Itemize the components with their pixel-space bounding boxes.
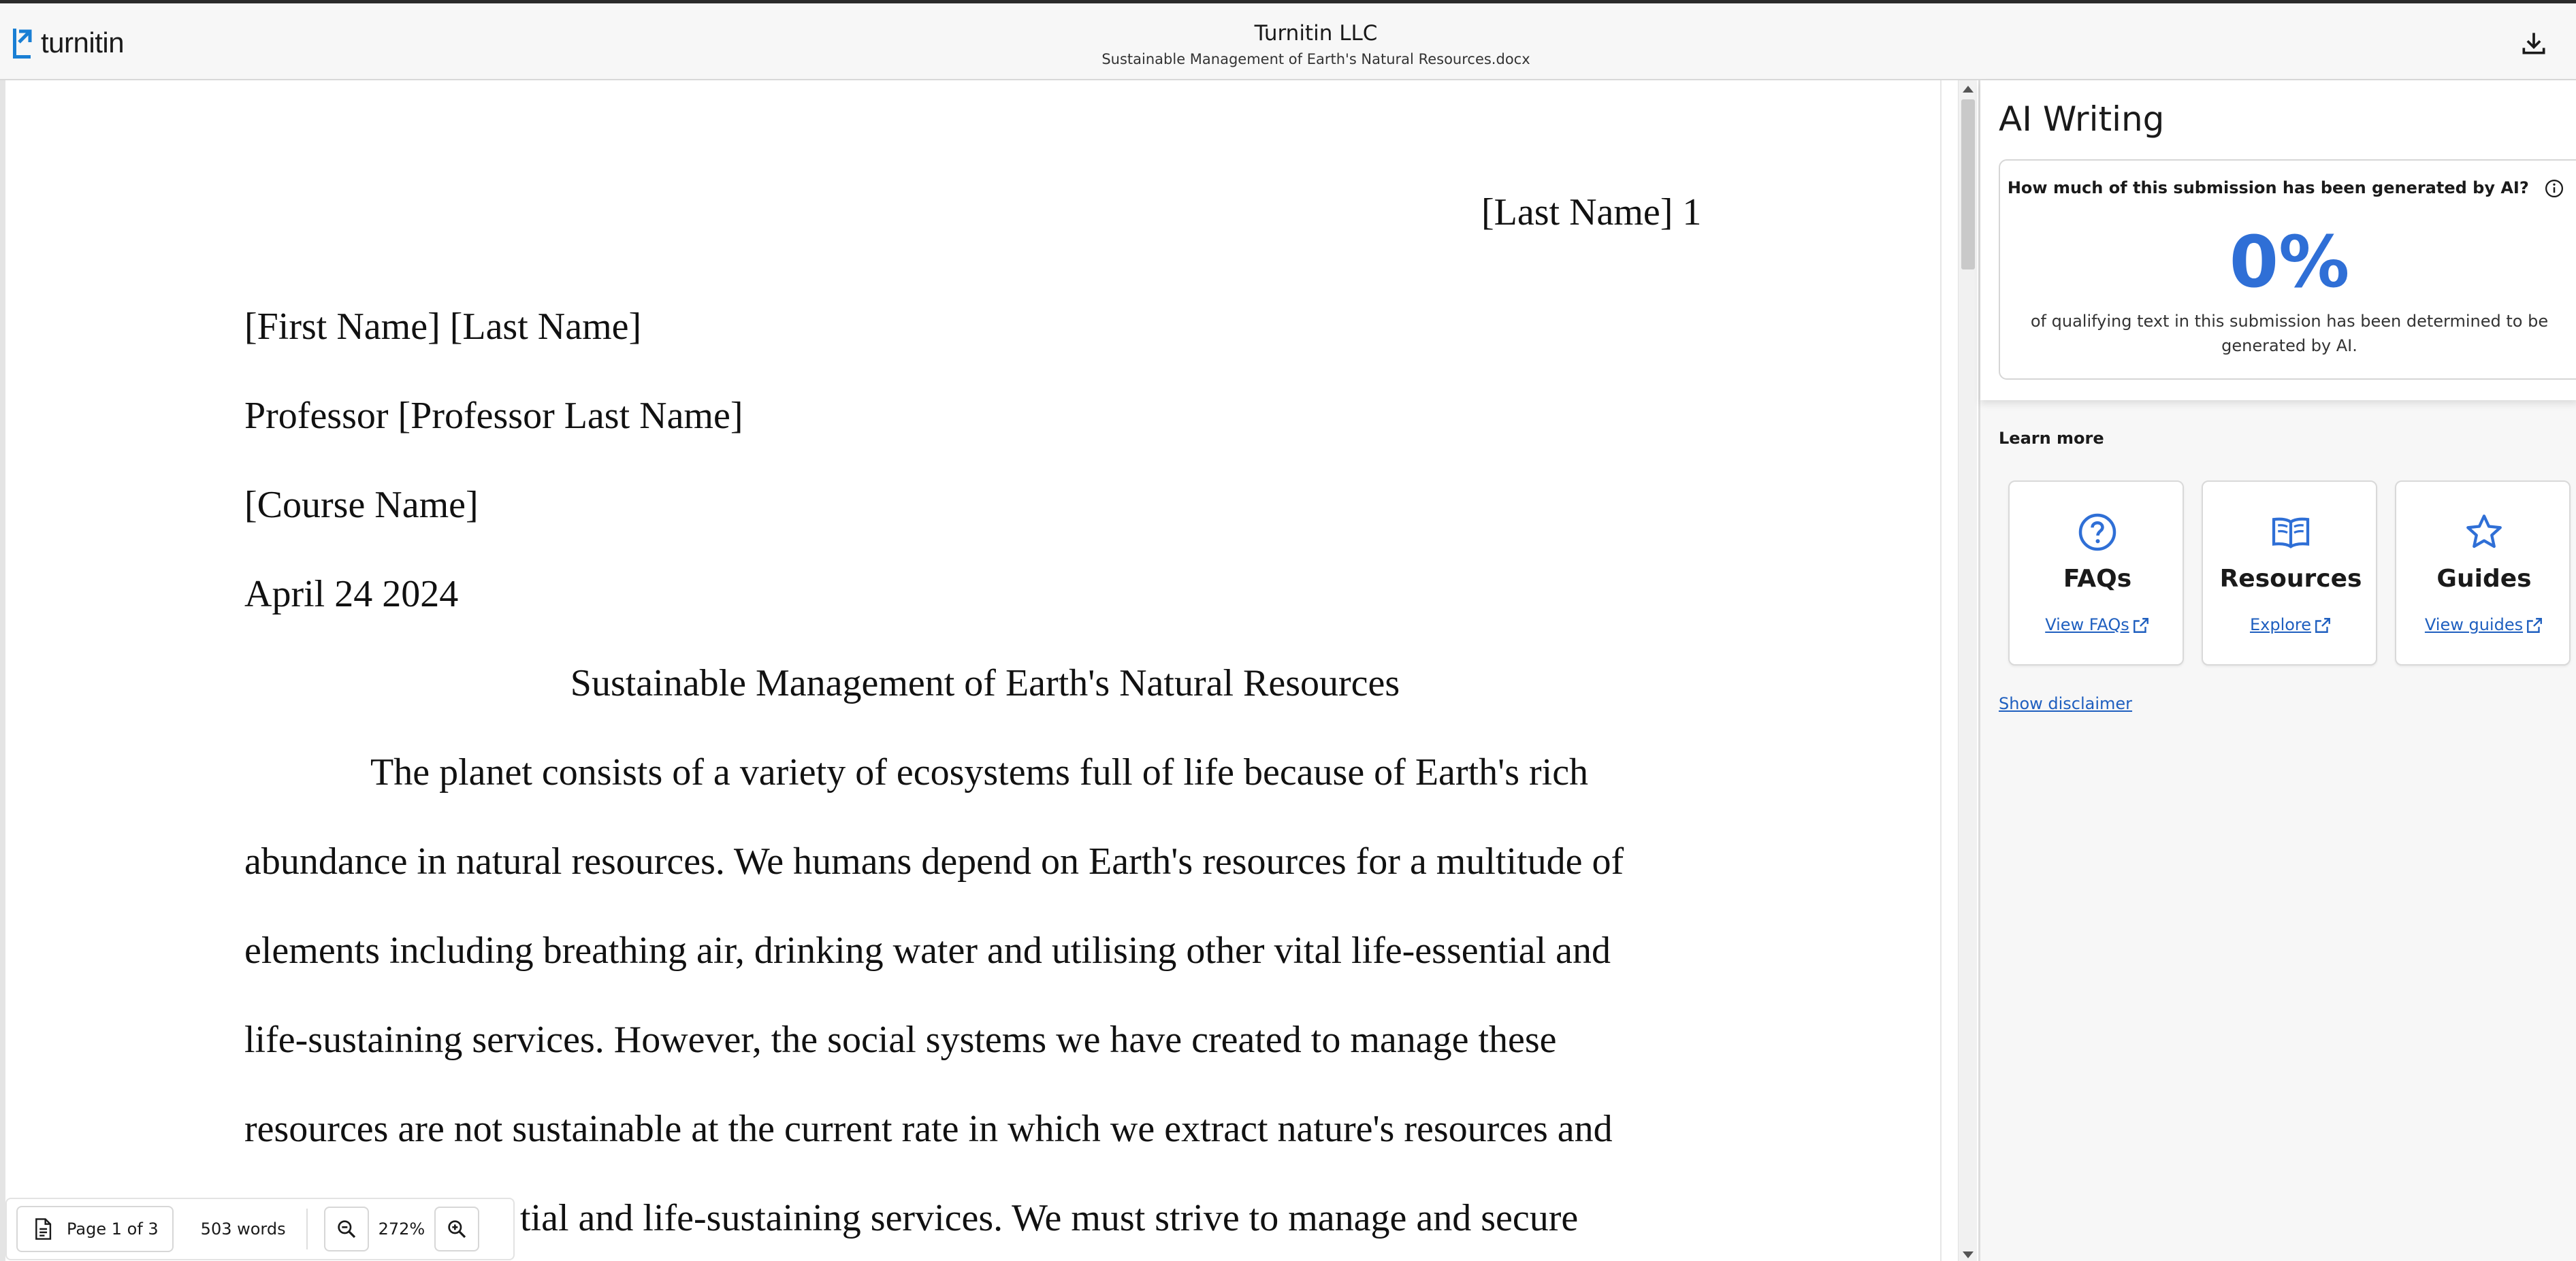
page-header: [Last Name] 1: [1481, 191, 1702, 233]
zoom-out-button[interactable]: [324, 1207, 369, 1251]
paragraph-line: elements including breathing air, drinking water and utilising other vital life-essential and: [244, 930, 1611, 972]
paragraph-line: resources are not sustainable at the current rate in which we extract nature's resources and: [244, 1108, 1613, 1150]
external-link-icon: [2314, 617, 2332, 634]
page-indicator: Page 1 of 3: [67, 1219, 159, 1239]
explore-link-label: Explore: [2249, 615, 2312, 634]
zoom-level: 272%: [378, 1219, 425, 1239]
zoom-in-icon: [446, 1218, 468, 1240]
page-title: Turnitin LLC: [1254, 21, 1378, 46]
essay-title: Sustainable Management of Earth's Natural Resources: [570, 662, 1400, 704]
learn-more-label: Learn more: [1999, 429, 2104, 448]
course-name: [Course Name]: [244, 484, 479, 526]
ai-score-card: [1999, 159, 2576, 380]
ai-question: [2000, 178, 2572, 199]
download-icon: [2519, 28, 2549, 58]
guides-card[interactable]: [2395, 480, 2571, 666]
word-count: 503 words: [200, 1219, 286, 1239]
panel-heading: AI Writing: [1999, 99, 2165, 139]
paragraph-line: The planet consists of a variety of ecosystems full of life because of Earth's rich: [370, 751, 1589, 793]
document-header: [817, 18, 1815, 70]
faqs-card[interactable]: [2008, 480, 2184, 666]
download-button[interactable]: [2519, 28, 2549, 58]
logo-text: turnitin: [41, 27, 125, 59]
scroll-thumb[interactable]: [1961, 99, 1975, 269]
document-icon: [33, 1217, 53, 1241]
view-guides-link-label: View guides: [2424, 615, 2524, 634]
scroll-up-arrow-icon[interactable]: [1963, 86, 1974, 93]
view-faqs-link[interactable]: [2010, 615, 2185, 634]
file-name: Sustainable Management of Earth's Natural Resources.docx: [1101, 51, 1530, 67]
turnitin-logo[interactable]: [12, 22, 124, 63]
view-faqs-link-label: View FAQs: [2045, 615, 2129, 634]
guides-title: Guides: [2436, 565, 2532, 593]
document-toolbar: [5, 1198, 515, 1260]
paragraph-line: life-sustaining services. However, the social systems we have created to manage these: [244, 1019, 1557, 1061]
turnitin-logo-icon: [12, 26, 34, 60]
paragraph-line: tial and life-sustaining services. We must strive to manage and secure: [520, 1197, 1579, 1239]
open-book-icon: [2270, 512, 2311, 553]
external-link-icon: [2132, 617, 2150, 634]
ai-question-text: How much of this submission has been generated by AI?: [2007, 178, 2529, 197]
document-viewer[interactable]: [0, 80, 1980, 1261]
paragraph-line: abundance in natural resources. We humans depend on Earth's resources for a multitude of: [244, 840, 1624, 883]
show-disclaimer-link[interactable]: Show disclaimer: [1999, 694, 2133, 713]
ai-writing-summary: [1980, 80, 2576, 400]
student-name: [First Name] [Last Name]: [244, 306, 642, 348]
resources-title: Resources: [2219, 565, 2362, 593]
ai-percentage: 0%: [2229, 220, 2350, 304]
star-icon: [2464, 512, 2505, 553]
document-scrollbar[interactable]: [1958, 80, 1977, 1261]
professor-name: Professor [Professor Last Name]: [244, 395, 743, 437]
ai-writing-panel: [1978, 80, 2576, 1261]
zoom-out-icon: [336, 1218, 357, 1240]
page-selector-button[interactable]: [16, 1206, 174, 1252]
view-guides-link[interactable]: [2396, 615, 2572, 634]
faqs-title: FAQs: [2063, 565, 2132, 593]
scroll-down-arrow-icon[interactable]: [1963, 1251, 1974, 1258]
top-bar: [0, 0, 2576, 80]
document-date: April 24 2024: [244, 573, 459, 615]
zoom-in-button[interactable]: [434, 1207, 479, 1251]
resources-card[interactable]: [2202, 480, 2377, 666]
toolbar-divider: [306, 1209, 308, 1249]
help-circle-icon: [2077, 512, 2118, 553]
info-icon[interactable]: [2544, 178, 2564, 199]
ai-description: of qualifying text in this submission has been determined to be generated by AI.: [2030, 312, 2549, 355]
document-page: [11, 80, 1942, 1261]
external-link-icon: [2526, 617, 2543, 634]
explore-link[interactable]: [2203, 615, 2379, 634]
